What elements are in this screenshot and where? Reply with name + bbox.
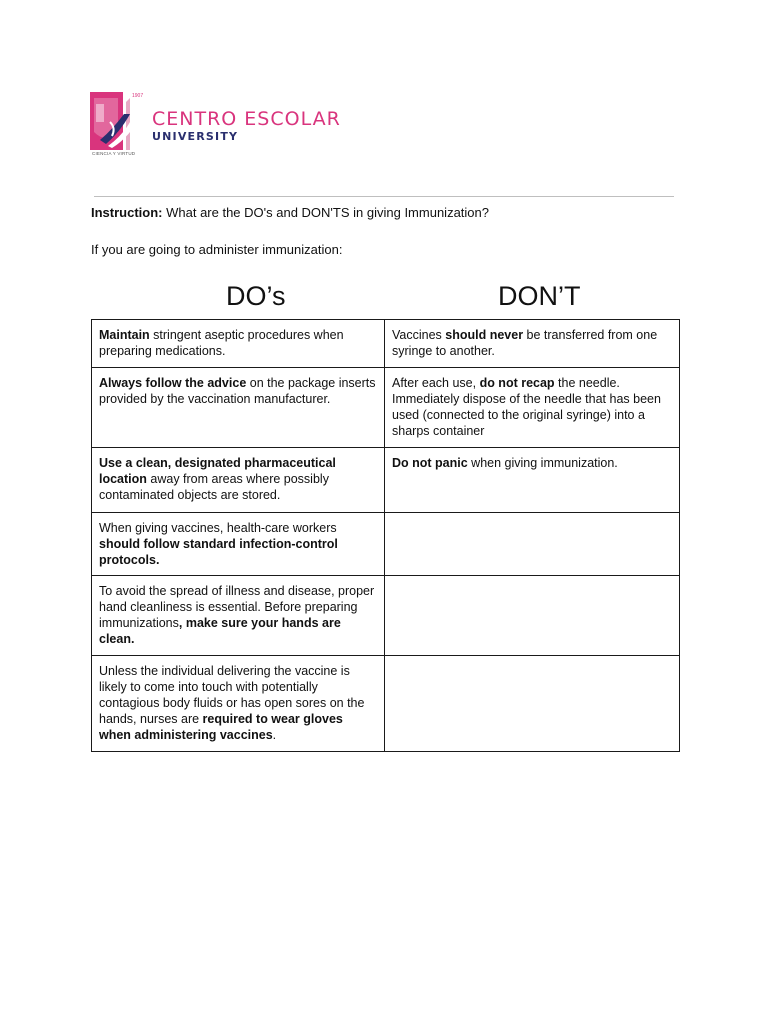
bold-text: Do not panic <box>392 456 468 470</box>
table-row <box>92 513 680 576</box>
table-row <box>92 576 680 656</box>
dont-cell <box>385 576 680 656</box>
logo-university-subtitle: UNIVERSITY <box>152 130 239 143</box>
dos-heading: DO’s <box>226 281 286 311</box>
do-cell <box>92 513 385 576</box>
bold-text: do not recap <box>479 376 555 390</box>
cell-text: After each use, <box>392 376 480 390</box>
table-row <box>92 320 680 368</box>
logo-motto: CIENCIA Y VIRTUD <box>92 151 136 156</box>
instruction-text: What are the DO's and DON'TS in giving Immunization? <box>162 205 489 220</box>
donts-heading: DON’T <box>498 281 581 311</box>
horizontal-divider <box>94 196 674 197</box>
logo-university-name: CENTRO ESCOLAR <box>152 108 341 130</box>
do-cell <box>92 656 385 752</box>
bold-text: Use a clean, designated pharmaceutical location <box>99 456 336 486</box>
dont-cell <box>385 656 680 752</box>
bold-text: Always follow the advice <box>99 376 247 390</box>
cell-text: Vaccines <box>392 328 446 342</box>
do-cell <box>92 576 385 656</box>
university-logo <box>90 92 370 162</box>
cell-text: the needle. Immediately dispose of the needle that has been used (connected to the original syringe) into a sharps container <box>392 376 661 438</box>
bold-text: required to wear gloves when administering vaccines <box>99 712 343 742</box>
cell-text: stringent aseptic procedures when preparing medications. <box>99 328 344 358</box>
cell-text: on the package inserts provided by the vaccination manufacturer. <box>99 376 376 406</box>
bold-text: , make sure your hands are clean. <box>99 616 341 646</box>
cell-text: Unless the individual delivering the vaccine is likely to come into touch with potentially contagious body fluids or has open sores on the hands, nurses are <box>99 664 365 726</box>
cell-text: When giving vaccines, health-care workers <box>99 521 337 535</box>
cell-text: . <box>272 728 277 742</box>
bold-text: Maintain <box>99 328 150 342</box>
dont-cell <box>385 513 680 576</box>
dos-donts-table <box>91 319 680 752</box>
table-body <box>92 320 680 752</box>
cell-text: away from areas where possibly contaminated objects are stored. <box>99 472 329 502</box>
dont-cell <box>385 320 680 368</box>
dont-cell <box>385 368 680 448</box>
table-row <box>92 448 680 513</box>
do-cell <box>92 368 385 448</box>
cell-text: when giving immunization. <box>467 456 618 470</box>
table-row <box>92 368 680 448</box>
instruction-line <box>91 205 489 220</box>
dont-cell <box>385 448 680 513</box>
do-cell <box>92 320 385 368</box>
table-row <box>92 656 680 752</box>
bold-text: should follow standard infection-control protocols. <box>99 537 338 567</box>
bold-text: should never <box>445 328 524 342</box>
cell-text: To avoid the spread of illness and disease, proper hand cleanliness is essential. Before preparing immunizations <box>99 584 375 630</box>
instruction-label: Instruction: <box>91 205 163 220</box>
intro-text: If you are going to administer immunization: <box>91 242 343 257</box>
do-cell <box>92 448 385 513</box>
cell-text: be transferred from one syringe to another. <box>392 328 658 358</box>
logo-year: 1907 <box>132 93 144 99</box>
